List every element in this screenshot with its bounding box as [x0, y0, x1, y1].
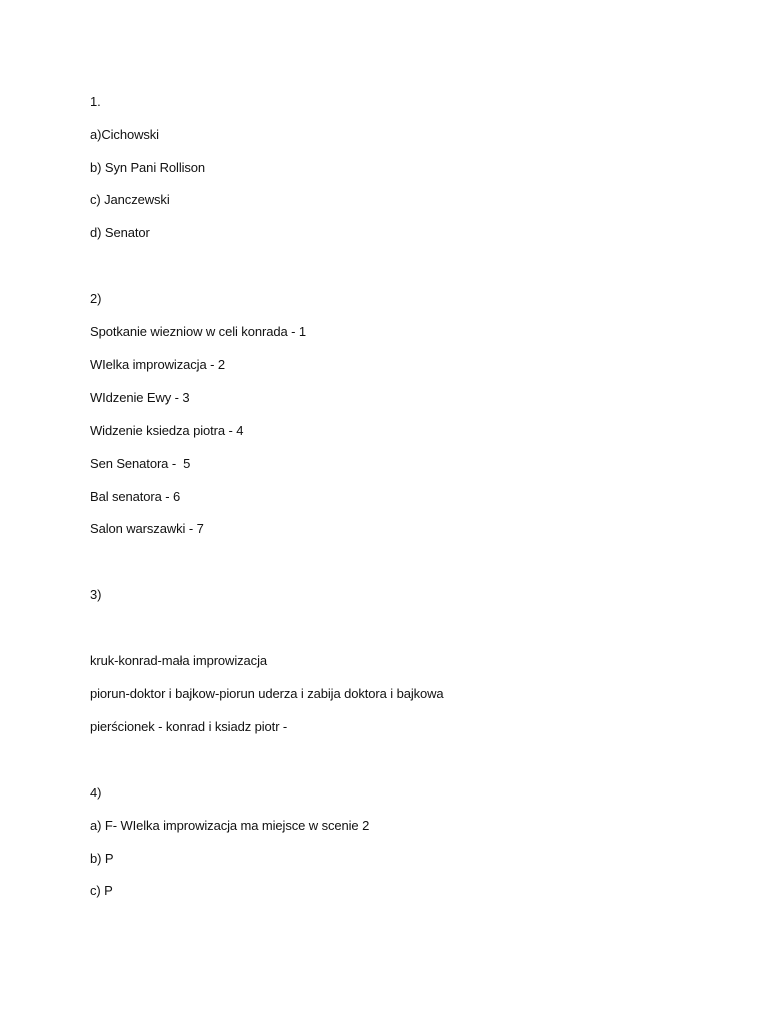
answer-4a: a) F- WIelka improwizacja ma miejsce w scenie 2	[90, 818, 370, 833]
scene-item-1: Spotkanie wiezniow w celi konrada - 1	[90, 324, 306, 339]
scene-item-6: Bal senatora - 6	[90, 489, 181, 504]
question-2-number: 2)	[90, 291, 102, 306]
answer-1b: b) Syn Pani Rollison	[90, 160, 206, 175]
symbol-item-2: piorun-doktor i bajkow-piorun uderza i zabija doktora i bajkowa	[90, 686, 444, 701]
question-3-number: 3)	[90, 587, 102, 602]
answer-4c: c) P	[90, 883, 113, 898]
answer-1d: d) Senator	[90, 225, 150, 240]
answer-1a: a)Cichowski	[90, 127, 159, 142]
scene-item-5: Sen Senatora - 5	[90, 456, 191, 471]
symbol-item-1: kruk-konrad-mała improwizacja	[90, 653, 267, 668]
scene-item-4: Widzenie ksiedza piotra - 4	[90, 423, 244, 438]
scene-item-3: WIdzenie Ewy - 3	[90, 390, 190, 405]
scene-item-7: Salon warszawki - 7	[90, 521, 204, 536]
answer-1c: c) Janczewski	[90, 192, 170, 207]
symbol-item-3: pierścionek - konrad i ksiadz piotr -	[90, 719, 288, 734]
question-4-number: 4)	[90, 785, 102, 800]
question-1-number: 1.	[90, 94, 101, 109]
scene-item-2: WIelka improwizacja - 2	[90, 357, 225, 372]
answer-4b: b) P	[90, 851, 114, 866]
